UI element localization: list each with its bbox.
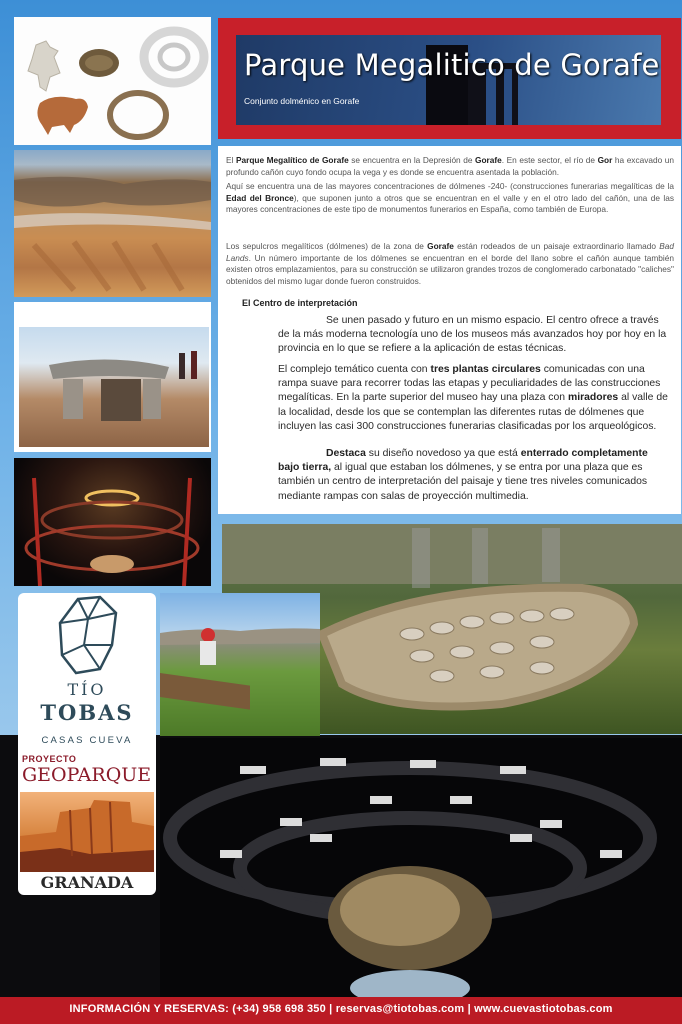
brand-line-2: TOBAS <box>40 700 134 725</box>
geoparque-label: GEOPARQUE <box>22 764 152 786</box>
text-run: comunicadas con una rampa suave para recorrer todas las etapas y peculiaridades de las construcciones megalíticas. En la parte superior del museo hay una plaza con <box>278 364 661 404</box>
granada-label: GRANADA <box>40 873 134 892</box>
bold-text: Gorafe <box>475 155 502 165</box>
visitor-bench-photo <box>160 593 320 736</box>
bold-text: enterrado completamente bajo tierra, <box>278 448 648 474</box>
contact-info: INFORMACIÓN Y RESERVAS: (+34) 958 698 350 | reservas@tiotobas.com | www.cuevastiotobas.com <box>69 1003 613 1015</box>
text-run: ), que suponen junto a otros que se encuentran en el valle y en el otro lado del cañón, una de las mayores concentraciones de este tipo de monumentos funerarios en España, como también de Europa. <box>226 192 675 215</box>
bold-text: tres plantas circulares <box>430 364 541 375</box>
dolmen-photo <box>19 327 209 447</box>
page-title: Parque Megalitico de Gorafe <box>244 48 660 82</box>
text-run: . Un número importante de los dólmenes se encuentran en el borde del llano sobre el cañón aunque también existen otros emplazamientos, para su construcción se utilizaron grandes trozos de conglomerado carbonatado "caliches" obtenidos del mismo lugar donde fueron construidos. <box>226 252 674 286</box>
text-run: . En este sector, el río de <box>501 155 598 165</box>
text-run: se encuentra en la Depresión de <box>348 155 476 165</box>
bold-text: Gor <box>597 155 613 165</box>
canyon-photo <box>14 150 211 297</box>
text-run: El <box>226 155 236 165</box>
bold-text: Edad del Bronce <box>226 192 294 203</box>
bold-text: Parque Megalítico de Gorafe <box>235 155 349 165</box>
proyecto-label: PROYECTO <box>22 754 77 764</box>
italic-text: Bad Lands <box>226 241 674 263</box>
text-run: Aquí se encuentra una de las mayores concentraciones de dólmenes -240- (construcciones funerarias megalíticas de la <box>226 181 674 191</box>
text-run: Se unen pasado y futuro en un mismo espacio. El centro ofrece a través de la más moderna tecnología uno de los museos más avanzados hoy por hoy en la provincia en lo que se refiere a la aplicación de estas técnicas. <box>278 315 667 355</box>
artifacts-illustration <box>14 17 211 145</box>
text-run: al igual que estaban los dólmenes, y se entra por una plaza que es también un centro de interpretación del paisaje y tiene tres niveles comunicados mediante rampas con salas de proyección multimedia. <box>278 462 648 502</box>
bold-text: miradores <box>567 392 619 404</box>
projection-dome-photo <box>160 738 682 998</box>
text-run: su diseño novedoso ya que está <box>365 448 521 459</box>
banner-subtitle: Conjunto dolménico en Gorafe <box>244 96 360 106</box>
text-run: ha excavado un profundo cañón cuyo fondo ocupa la vega y es donde se encuentra asentada la población. <box>226 155 674 177</box>
text-run: al valle de la localidad, desde los que se contemplan las diferentes rutas de dólmenes que incluyen las casi 300 construcciones funerarias clasificadas por los arqueológicos. <box>278 392 668 432</box>
brand-line-1: TÍO <box>67 680 107 699</box>
intro-paragraph-1 <box>226 155 674 178</box>
bold-text: Destaca <box>326 448 366 459</box>
text-run: Los sepulcros megalíticos (dólmenes) de la zona de <box>226 241 428 251</box>
text-run: están rodeados de un paisaje extraordinario llamado <box>453 241 660 251</box>
intro-paragraph-2 <box>226 181 674 216</box>
brand-line-3: CASAS CUEVA <box>41 735 133 746</box>
stone-logo-icon <box>18 593 156 683</box>
interpretation-paragraph-2 <box>278 363 668 434</box>
interpretation-paragraph-3 <box>278 447 668 504</box>
bold-text: Gorafe <box>427 241 454 251</box>
text-run: El complejo temático cuenta con <box>278 364 431 375</box>
geoparque-illustration <box>20 792 154 872</box>
interpretation-title: El Centro de interpretación <box>242 298 358 308</box>
artifacts-photo <box>14 17 211 145</box>
interpretation-paragraph-1 <box>278 314 668 357</box>
museum-interior-photo <box>14 458 211 586</box>
intro-paragraph-3 <box>226 241 674 287</box>
